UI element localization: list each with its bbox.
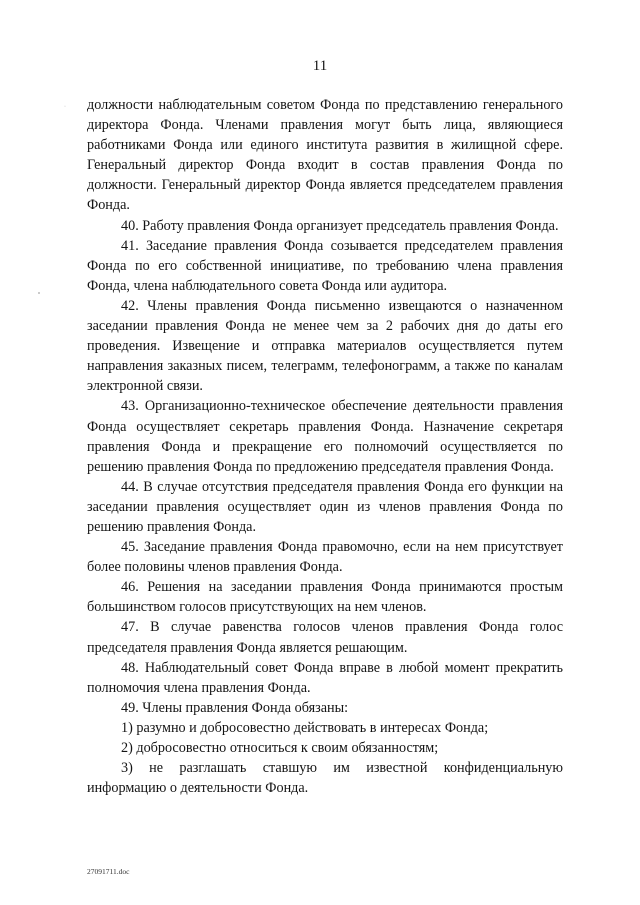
paragraph-47: 47. В случае равенства голосов членов правления Фонда голос председателя правления Фонда является решающим.: [87, 619, 563, 656]
document-body: [87, 95, 563, 798]
paragraph-45: 45. Заседание правления Фонда правомочно, если на нем присутствует более половины членов правления Фонда.: [87, 539, 563, 576]
paragraph-46: 46. Решения на заседании правления Фонда принимаются простым большинством голосов присутствующих на нем членов.: [87, 579, 563, 616]
paragraph-41: 41. Заседание правления Фонда созывается председателем правления Фонда по его собственной инициативе, по требованию члена правления Фонда, члена наблюдательного совета Фонда или аудитора.: [87, 237, 563, 294]
list-item-1: 1) разумно и добросовестно действовать в интересах Фонда;: [121, 719, 489, 736]
footer-filename: 27091711.doc: [87, 867, 130, 876]
paragraph-49: 49. Члены правления Фонда обязаны:: [121, 699, 349, 716]
list-item-2: 2) добросовестно относиться к своим обязанностям;: [121, 740, 439, 756]
paragraph-43: 43. Организационно-техническое обеспечение деятельности правления Фонда осуществляет секретарь правления Фонда. Назначение секретаря правления Фонда и прекращение его полномочий осуществляется по решению правления Фонда по предложению председателя правления Фонда.: [87, 398, 563, 475]
paragraph-48: 48. Наблюдательный совет Фонда вправе в любой момент прекратить полномочия члена правления Фонда.: [87, 659, 563, 696]
paragraph-42: 42. Члены правления Фонда письменно извещаются о назначенном заседании правления Фонда не менее чем за 2 рабочих дня до даты его проведения. Извещение и отправка материалов осуществляется путем направления заказных писем, телеграмм, телефонограмм, а также по каналам электронной связи.: [87, 297, 563, 395]
page-number: 11: [312, 58, 328, 74]
paragraph-44: 44. В случае отсутствия председателя правления Фонда его функции на заседании правления осуществляет один из членов правления Фонда по решению правления Фонда.: [87, 478, 563, 535]
paragraph-continuation: должности наблюдательным советом Фонда по представлению генерального директора Фонда. Членами правления могут быть лица, являющиеся работниками Фонда или единого института развития в жилищной сфере. Генеральный директор Фонда входит в состав правления Фонда по должности. Генеральный директор Фонда является председателем правления Фонда.: [87, 97, 563, 214]
scan-artifact: [38, 292, 40, 294]
margin-mark: ·: [64, 104, 66, 110]
paragraph-40: 40. Работу правления Фонда организует председатель правления Фонда.: [121, 217, 559, 234]
list-item-3: 3) не разглашать ставшую им известной конфиденциальную информацию о деятельности Фонда.: [87, 760, 563, 797]
